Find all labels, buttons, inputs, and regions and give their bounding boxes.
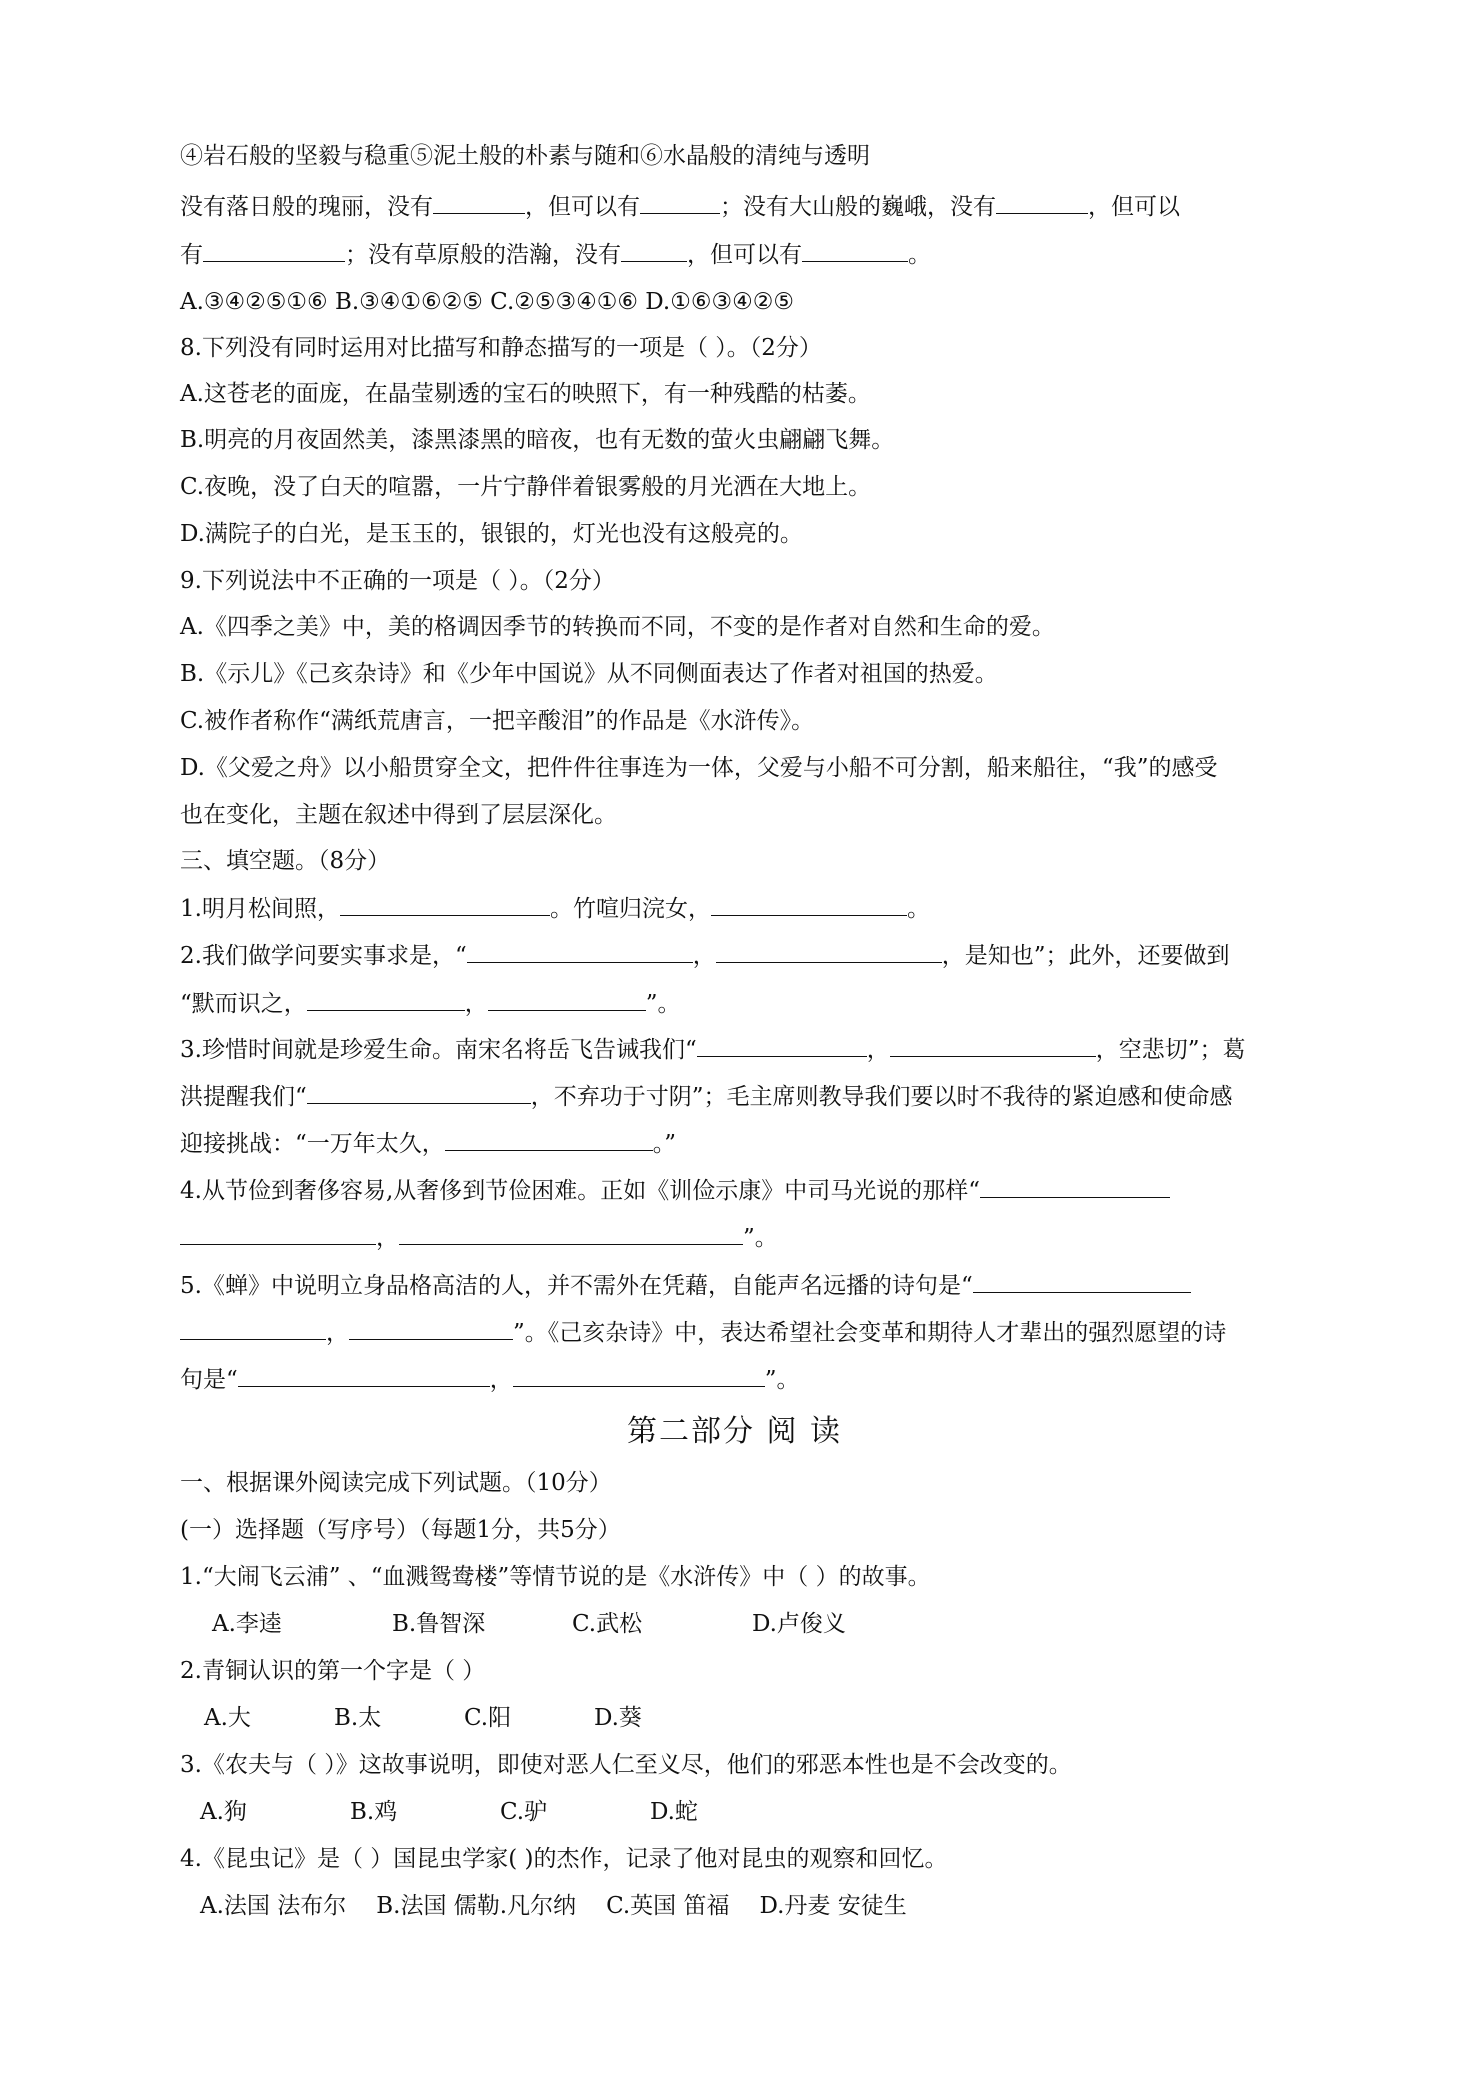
text: ”。 <box>743 1225 778 1251</box>
text: 三、填空题。（8分） <box>180 848 391 874</box>
fill-q3-line3 <box>180 1128 676 1159</box>
text: 2.我们做学问要实事求是，“ <box>180 943 467 969</box>
option[interactable]: D.蛇 <box>650 1799 698 1825</box>
text: ， <box>464 991 488 1017</box>
option[interactable]: B.鸡 <box>350 1799 398 1825</box>
answer-blank[interactable] <box>513 1364 765 1387</box>
text: 迎接挑战：“一万年太久， <box>180 1131 445 1157</box>
option[interactable]: A.狗 <box>200 1799 247 1825</box>
q8-option-c <box>180 472 871 502</box>
text: 。 <box>908 242 931 268</box>
q8-option-d <box>180 519 803 549</box>
text: 洪提醒我们“ <box>180 1084 307 1110</box>
answer-blank[interactable] <box>180 1222 376 1245</box>
answer-blank[interactable] <box>640 191 720 214</box>
fill-q2-line1 <box>180 940 1229 971</box>
text: D.《父爱之舟》以小船贯穿全文，把件件往事连为一体，父爱与小船不可分割，船来船往，“我”的感受 <box>180 755 1218 781</box>
text: ”。《己亥杂诗》中，表达希望社会变革和期待人才辈出的强烈愿望的诗 <box>513 1320 1227 1346</box>
option[interactable]: B.鲁智深 <box>392 1611 486 1637</box>
choice-q3-options <box>200 1797 800 1827</box>
option-list-line <box>180 141 870 171</box>
text: A.《四季之美》中，美的格调因季节的转换而不同，不变的是作者对自然和生命的爱。 <box>180 614 1055 640</box>
text: 。 <box>906 896 930 922</box>
choice-q1-stem <box>180 1562 931 1592</box>
option[interactable]: D.葵 <box>594 1705 642 1731</box>
answer-blank[interactable] <box>307 988 465 1011</box>
answer-blank[interactable] <box>716 940 942 963</box>
answer-blank[interactable] <box>980 1175 1170 1198</box>
option[interactable]: A.李逵 <box>212 1611 282 1637</box>
text: ， <box>866 1037 890 1063</box>
option[interactable]: C.武松 <box>572 1611 643 1637</box>
text: A.这苍老的面庞，在晶莹剔透的宝石的映照下，有一种残酷的枯萎。 <box>180 381 871 407</box>
option[interactable]: B.法国 儒勒.凡尔纳 <box>376 1893 577 1919</box>
option[interactable]: D.卢俊义 <box>752 1611 846 1637</box>
fill-sentence-line-1 <box>180 191 1180 222</box>
text: ”。 <box>764 1367 800 1393</box>
part-2-title: 第二部分 阅 读 <box>626 1414 843 1449</box>
option[interactable]: C.阳 <box>464 1705 512 1731</box>
answer-blank[interactable] <box>996 191 1088 214</box>
fill-q3-line2 <box>180 1081 1233 1112</box>
answer-blank[interactable] <box>203 239 345 262</box>
text: 8.下列没有同时运用对比描写和静态描写的一项是（ ）。（2分） <box>180 335 822 361</box>
fill-q2-line2 <box>180 988 681 1019</box>
text: 。竹喧归浣女， <box>549 896 711 922</box>
answer-blank[interactable] <box>802 239 908 262</box>
answer-blank[interactable] <box>445 1128 653 1151</box>
text: “默而识之， <box>180 991 307 1017</box>
answer-blank[interactable] <box>973 1270 1191 1293</box>
option[interactable]: D.丹麦 安徒生 <box>759 1893 907 1919</box>
answer-blank[interactable] <box>488 988 646 1011</box>
answer-blank[interactable] <box>711 893 907 916</box>
q9-stem <box>180 566 615 596</box>
fill-sentence-line-2 <box>180 239 931 270</box>
section-3-heading <box>180 846 390 876</box>
text: (一）选择题（写序号）（每题1分，共5分） <box>180 1517 621 1543</box>
text: C.夜晚，没了白天的喧嚣，一片宁静伴着银雾般的月光洒在大地上。 <box>180 474 872 500</box>
text: ④岩石般的坚毅与稳重⑤泥土般的朴素与随和⑥水晶般的清纯与透明 <box>180 143 870 169</box>
answer-blank[interactable] <box>697 1034 867 1057</box>
text: 3.《农夫与（ ）》这故事说明，即使对恶人仁至义尽，他们的邪恶本性也是不会改变的。 <box>180 1752 1072 1778</box>
option[interactable]: C.驴 <box>500 1799 548 1825</box>
choice-q2-stem <box>180 1656 485 1686</box>
q9-option-b <box>180 659 998 689</box>
text: 3.珍惜时间就是珍爱生命。南宋名将岳飞告诫我们“ <box>180 1037 697 1063</box>
choice-q4-options <box>200 1891 907 1921</box>
q8-option-a <box>180 379 871 409</box>
text: 2.青铜认识的第一个字是（ ） <box>180 1658 486 1684</box>
option[interactable]: A.法国 法布尔 <box>200 1893 347 1919</box>
text: C.被作者称作“满纸荒唐言，一把辛酸泪”的作品是《水浒传》。 <box>180 708 815 734</box>
text: B.《示儿》《己亥杂诗》和《少年中国说》从不同侧面表达了作者对祖国的热爱。 <box>180 661 998 687</box>
reading-section-heading <box>180 1468 612 1498</box>
text: 有 <box>180 242 203 268</box>
text: 1.明月松间照， <box>180 896 340 922</box>
q7-options <box>180 287 794 317</box>
answer-blank[interactable] <box>238 1364 490 1387</box>
fill-q1 <box>180 893 930 924</box>
fill-q5-line3 <box>180 1364 800 1395</box>
text: 一、根据课外阅读完成下列试题。（10分） <box>180 1470 612 1496</box>
choice-q4-stem <box>180 1844 948 1874</box>
choice-q1-options <box>212 1609 932 1639</box>
text: ；没有大山般的巍峨，没有 <box>720 194 996 220</box>
text: 5.《蝉》中说明立身品格高洁的人，并不需外在凭藉，自能声名远播的诗句是“ <box>180 1273 973 1299</box>
text: ， <box>489 1367 513 1393</box>
text: 。” <box>652 1131 677 1157</box>
text: ， <box>692 943 716 969</box>
text: 4.《昆虫记》是（ ）国昆虫学家( )的杰作，记录了他对昆虫的观察和回忆。 <box>180 1846 948 1872</box>
fill-q5-line1 <box>180 1270 1191 1301</box>
fill-q4-line1 <box>180 1175 1170 1206</box>
answer-blank[interactable] <box>349 1317 513 1340</box>
answer-blank[interactable] <box>399 1222 743 1245</box>
text: 也在变化，主题在叙述中得到了层层深化。 <box>180 802 617 828</box>
text: ；没有草原般的浩瀚，没有 <box>345 242 621 268</box>
answer-blank[interactable] <box>340 893 550 916</box>
answer-blank[interactable] <box>890 1034 1096 1057</box>
reading-subsection-heading <box>180 1515 621 1545</box>
q8-option-b <box>180 425 894 455</box>
answer-blank[interactable] <box>180 1317 326 1340</box>
choice-q3-stem <box>180 1750 1072 1780</box>
text: ，但可以有 <box>687 242 802 268</box>
text: 没有落日般的瑰丽，没有 <box>180 194 433 220</box>
text: A.③④②⑤①⑥ B.③④①⑥②⑤ C.②⑤③④①⑥ D.①⑥③④②⑤ <box>180 289 794 315</box>
fill-q3-line1 <box>180 1034 1245 1065</box>
text: B.明亮的月夜固然美，漆黑漆黑的暗夜，也有无数的萤火虫翩翩飞舞。 <box>180 427 895 453</box>
text: ，空悲切”；葛 <box>1095 1037 1246 1063</box>
fill-q4-line2 <box>180 1222 778 1253</box>
option[interactable]: B.太 <box>334 1705 382 1731</box>
text: ，是知也”；此外，还要做到 <box>941 943 1230 969</box>
text: 9.下列说法中不正确的一项是（ ）。（2分） <box>180 568 615 594</box>
text: D.满院子的白光，是玉玉的，银银的，灯光也没有这般亮的。 <box>180 521 803 547</box>
text: ，但可以有 <box>525 194 640 220</box>
q9-option-d-line2 <box>180 800 617 830</box>
text: ，但可以 <box>1088 194 1180 220</box>
answer-blank[interactable] <box>621 239 687 262</box>
text: ”。 <box>645 991 681 1017</box>
q8-stem <box>180 333 822 363</box>
option[interactable]: C.英国 笛福 <box>606 1893 730 1919</box>
text: 1.“大闹飞云浦” 、“血溅鸳鸯楼”等情节说的是《水浒传》中（ ）的故事。 <box>180 1564 931 1590</box>
fill-q5-line2 <box>180 1317 1226 1348</box>
q9-option-d-line1 <box>180 753 1217 783</box>
answer-blank[interactable] <box>467 940 693 963</box>
text: ， <box>376 1225 399 1251</box>
text: 句是“ <box>180 1367 238 1393</box>
q9-option-c <box>180 706 814 736</box>
answer-blank[interactable] <box>307 1081 531 1104</box>
option[interactable]: A.大 <box>204 1705 251 1731</box>
text: 4.从节俭到奢侈容易,从奢侈到节俭困难。正如《训俭示康》中司马光说的那样“ <box>180 1178 981 1204</box>
text: ，不弃功于寸阴”；毛主席则教导我们要以时不我待的紧迫感和使命感 <box>530 1084 1233 1110</box>
text: ， <box>326 1320 349 1346</box>
choice-q2-options <box>204 1703 724 1733</box>
q9-option-a <box>180 612 1055 642</box>
answer-blank[interactable] <box>433 191 525 214</box>
